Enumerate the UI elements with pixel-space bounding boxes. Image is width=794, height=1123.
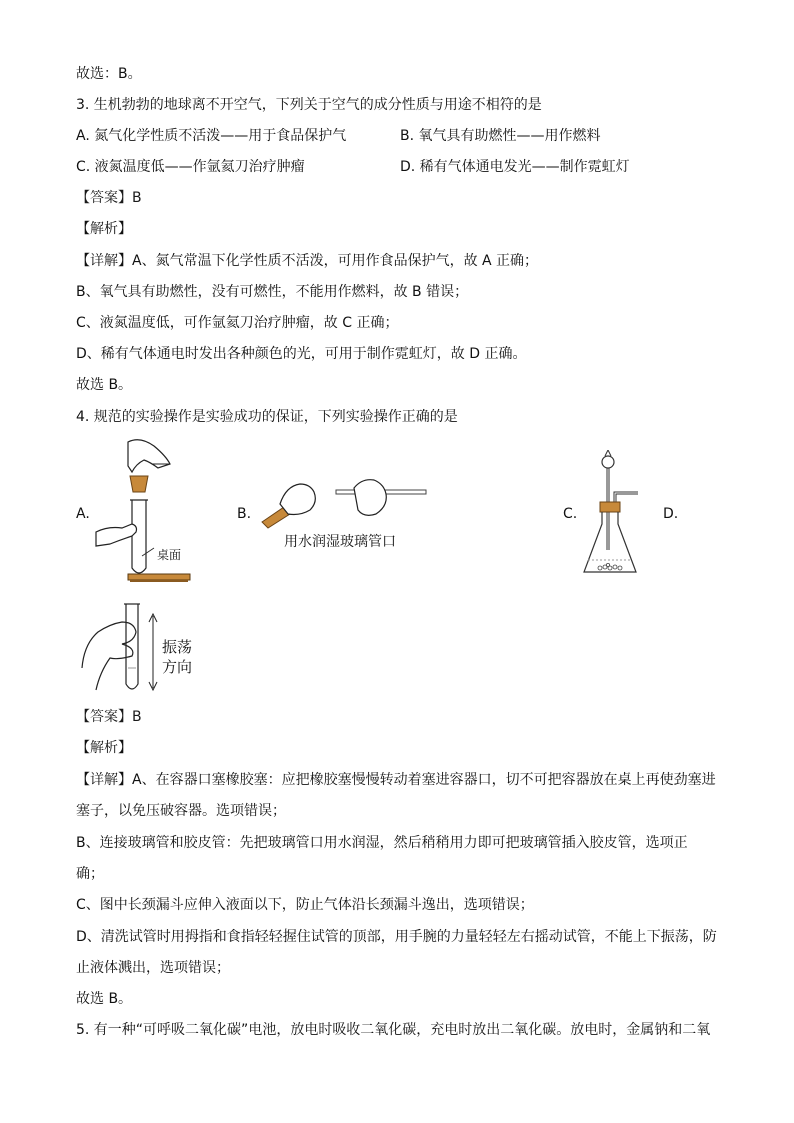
upper-hand-icon xyxy=(128,440,170,472)
right-hand-icon xyxy=(354,480,386,516)
funnel-bulb-icon xyxy=(602,456,614,468)
q3-detail-line-3: C、液氮温度低，可作氩氦刀治疗肿瘤，故 C 正确； xyxy=(76,315,399,331)
left-hand-icon xyxy=(280,484,315,515)
q4-conclusion: 故选 B。 xyxy=(76,991,133,1007)
q3-detail-line-2: B、氧气具有助燃性，没有可燃性，不能用作燃料，故 B 错误； xyxy=(76,284,469,300)
q4-detail-line-5: C、图中长颈漏斗应伸入液面以下，防止气体沿长颈漏斗逸出，选项错误； xyxy=(76,897,534,913)
q4-figure-b-caption: 用水润湿玻璃管口 xyxy=(284,534,396,550)
test-tube-icon xyxy=(132,500,146,573)
prev-conclusion: 故选：B。 xyxy=(76,66,142,82)
q4-answer: 【答案】B xyxy=(76,709,142,725)
q4-option-b-label[interactable]: B. xyxy=(237,506,252,522)
q4-figure-c xyxy=(578,450,642,578)
solid-granules-icon xyxy=(598,563,622,570)
q3-stem: 3. 生机勃勃的地球离不开空气，下列关于空气的成分性质与用途不相符的是 xyxy=(76,97,542,113)
q3-detail-line-1: 【详解】A、氮气常温下化学性质不活泼，可用作食品保护气，故 A 正确； xyxy=(76,253,539,269)
q4-detail-line-2: 塞子，以免压破容器。选项错误； xyxy=(76,803,286,819)
q4-figure-d-caption-2: 方向 xyxy=(162,658,193,676)
q4-figure-a-caption: 桌面 xyxy=(157,548,182,562)
q4-figure-a xyxy=(92,436,192,588)
conical-flask-icon xyxy=(584,512,636,572)
lower-hand-icon xyxy=(96,524,137,546)
q4-detail-line-4: 确； xyxy=(76,866,104,882)
q3-answer: 【答案】B xyxy=(76,190,142,206)
q3-detail-line-4: D、稀有气体通电时发出各种颜色的光，可用于制作霓虹灯，故 D 正确。 xyxy=(76,346,527,362)
flask-stopper-icon xyxy=(600,502,620,512)
holding-hand-icon xyxy=(82,622,136,690)
q4-detail-line-1: 【详解】A、在容器口塞橡胶塞：应把橡胶塞慢慢转动着塞进容器口，切不可把容器放在桌上再使劲塞进 xyxy=(76,772,716,788)
q4-figure-d-caption-1: 振荡 xyxy=(162,638,193,656)
q3-conclusion: 故选 B。 xyxy=(76,377,133,393)
shake-direction-arrow-icon xyxy=(146,612,160,692)
q3-option-b[interactable]: B. 氧气具有助燃性——用作燃料 xyxy=(400,128,601,144)
q3-option-a[interactable]: A. 氮气化学性质不活泼——用于食品保护气 xyxy=(76,128,347,144)
q3-option-c[interactable]: C. 液氮温度低——作氩氦刀治疗肿瘤 xyxy=(76,159,305,175)
q3-option-d[interactable]: D. 稀有气体通电发光——制作霓虹灯 xyxy=(400,159,630,175)
q4-option-d-label[interactable]: D. xyxy=(663,506,679,522)
q5-stem: 5. 有一种“可呼吸二氧化碳”电池，放电时吸收二氧化碳，充电时放出二氧化碳。放电时，金属钠和二氧 xyxy=(76,1022,711,1038)
q4-detail-line-6: D、清洗试管时用拇指和食指轻轻握住试管的顶部，用手腕的力量轻轻左右摇动试管，不能上下振荡，防 xyxy=(76,929,717,945)
table-top-icon xyxy=(128,574,190,580)
q3-analysis-title: 【解析】 xyxy=(76,221,132,237)
rubber-stopper-icon xyxy=(130,476,148,492)
q4-option-a-label[interactable]: A. xyxy=(76,506,90,522)
q4-detail-line-7: 止液体溅出，选项错误； xyxy=(76,960,230,976)
q4-detail-line-3: B、连接玻璃管和胶皮管：先把玻璃管口用水润湿，然后稍稍用力即可把玻璃管插入胶皮管，选项正 xyxy=(76,835,688,851)
q4-option-c-label[interactable]: C. xyxy=(563,506,578,522)
q4-analysis-title: 【解析】 xyxy=(76,740,132,756)
q4-stem: 4. 规范的实验操作是实验成功的保证，下列实验操作正确的是 xyxy=(76,409,458,425)
q4-figure-b xyxy=(258,474,430,530)
